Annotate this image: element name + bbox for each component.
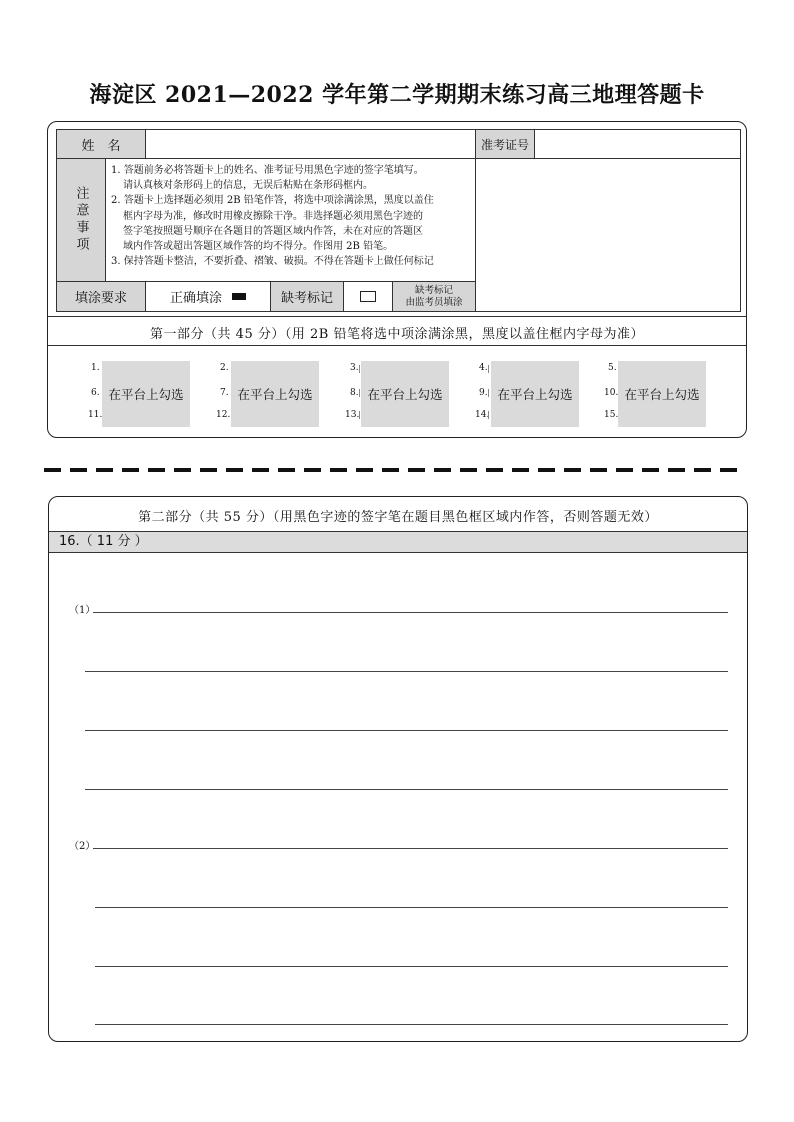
question-number: 10. bbox=[604, 388, 619, 398]
absent-note-line1: 缺考标记 bbox=[414, 284, 453, 296]
question-number: 5. bbox=[608, 363, 617, 373]
exam-id-field[interactable] bbox=[534, 129, 741, 159]
note-line: 1. 答题前务必将答题卡上的姓名、准考证号用黑色字迹的签字笔填写。 bbox=[111, 165, 424, 176]
cut-line-divider bbox=[44, 468, 742, 472]
part2-heading: 第二部分（共 55 分）（用黑色字迹的签字笔在题目黑色框区域内作答，否则答题无效） bbox=[138, 510, 658, 525]
absent-note-line2: 由监考员填涂 bbox=[405, 296, 463, 308]
absent-mark-box[interactable] bbox=[360, 291, 376, 302]
part1-heading-band bbox=[48, 316, 746, 346]
question-number: 7. bbox=[220, 388, 229, 398]
choice-placeholder: 在平台上勾选 bbox=[108, 387, 184, 402]
note-line: 3. 保持答题卡整洁，不要折叠、褶皱、破损。不得在答题卡上做任何标记 bbox=[111, 256, 434, 268]
absent-mark-cell bbox=[343, 281, 393, 312]
question-number: 15. bbox=[604, 410, 619, 420]
answer-line[interactable] bbox=[93, 848, 728, 849]
barcode-area bbox=[475, 158, 741, 312]
note-line: 框内字母为准，修改时用橡皮擦除干净。非选择题必须用黑色字迹的 bbox=[123, 210, 423, 222]
notice-text bbox=[105, 158, 476, 282]
question-number: 11. bbox=[88, 410, 103, 420]
question-number: 3. bbox=[350, 363, 359, 373]
info-and-part1-box bbox=[47, 121, 747, 438]
choice-placeholder: 在平台上勾选 bbox=[237, 387, 313, 402]
absent-mark-label: 缺考标记 bbox=[270, 281, 344, 312]
choice-placeholder: 在平台上勾选 bbox=[367, 387, 443, 402]
answer-line[interactable] bbox=[85, 730, 728, 731]
answer-line[interactable] bbox=[85, 671, 728, 672]
question-number: 14. bbox=[475, 410, 490, 420]
answer-line[interactable] bbox=[95, 1024, 728, 1025]
question-number: 4. bbox=[479, 363, 488, 373]
filled-mark-icon bbox=[232, 293, 246, 300]
sub-question-1-label: （1） bbox=[69, 605, 96, 616]
question-number: 13. bbox=[345, 410, 360, 420]
note-line: 域内作答或超出答题区域作答的均不得分。作图用 2B 铅笔。 bbox=[123, 241, 394, 253]
question-number: 6. bbox=[91, 388, 100, 398]
question-number: 2. bbox=[220, 363, 229, 373]
name-field[interactable] bbox=[145, 129, 476, 159]
question-number: 9. bbox=[479, 388, 488, 398]
name-label: 姓 名 bbox=[56, 129, 146, 159]
notice-label-cell bbox=[56, 158, 106, 282]
answer-line[interactable] bbox=[85, 789, 728, 790]
notice-label: 注意事项 bbox=[73, 186, 89, 254]
sub-question-2-label: （2） bbox=[69, 841, 96, 852]
choice-group-2[interactable] bbox=[231, 361, 319, 427]
absent-note-cell bbox=[392, 281, 476, 312]
question-number: 12. bbox=[216, 410, 231, 420]
choice-group-4[interactable] bbox=[491, 361, 579, 427]
choice-group-3[interactable] bbox=[361, 361, 449, 427]
part2-box bbox=[48, 496, 748, 1042]
choice-placeholder: 在平台上勾选 bbox=[624, 387, 700, 402]
note-line: 签字笔按照题号顺序在各题目的答题区域内作答，未在对应的答题区 bbox=[123, 225, 423, 237]
question-16-header: 16.（ 11 分 ） bbox=[49, 531, 747, 553]
choice-group-1[interactable] bbox=[102, 361, 190, 427]
exam-id-label: 准考证号 bbox=[475, 129, 535, 159]
question-number: 8. bbox=[350, 388, 359, 398]
answer-line[interactable] bbox=[93, 612, 728, 613]
note-line: 2. 答题卡上选择题必须用 2B 铅笔作答，将选中项涂满涂黑，黑度以盖住 bbox=[111, 195, 434, 207]
correct-fill-label: 正确填涂 bbox=[169, 291, 222, 306]
choice-placeholder: 在平台上勾选 bbox=[497, 387, 573, 402]
choice-group-5[interactable] bbox=[618, 361, 706, 427]
page-title: 海淀区 2021—2022 学年第二学期期末练习高三地理答题卡 bbox=[89, 82, 705, 108]
question-number: 1. bbox=[91, 363, 100, 373]
answer-line[interactable] bbox=[95, 966, 728, 967]
note-line: 请认真核对条形码上的信息，无误后粘贴在条形码框内。 bbox=[123, 180, 373, 192]
part1-heading: 第一部分（共 45 分）（用 2B 铅笔将选中项涂满涂黑，黑度以盖住框内字母为准） bbox=[150, 327, 644, 342]
fill-requirement-label: 填涂要求 bbox=[56, 281, 146, 312]
answer-line[interactable] bbox=[95, 907, 728, 908]
correct-fill-cell bbox=[145, 281, 271, 312]
